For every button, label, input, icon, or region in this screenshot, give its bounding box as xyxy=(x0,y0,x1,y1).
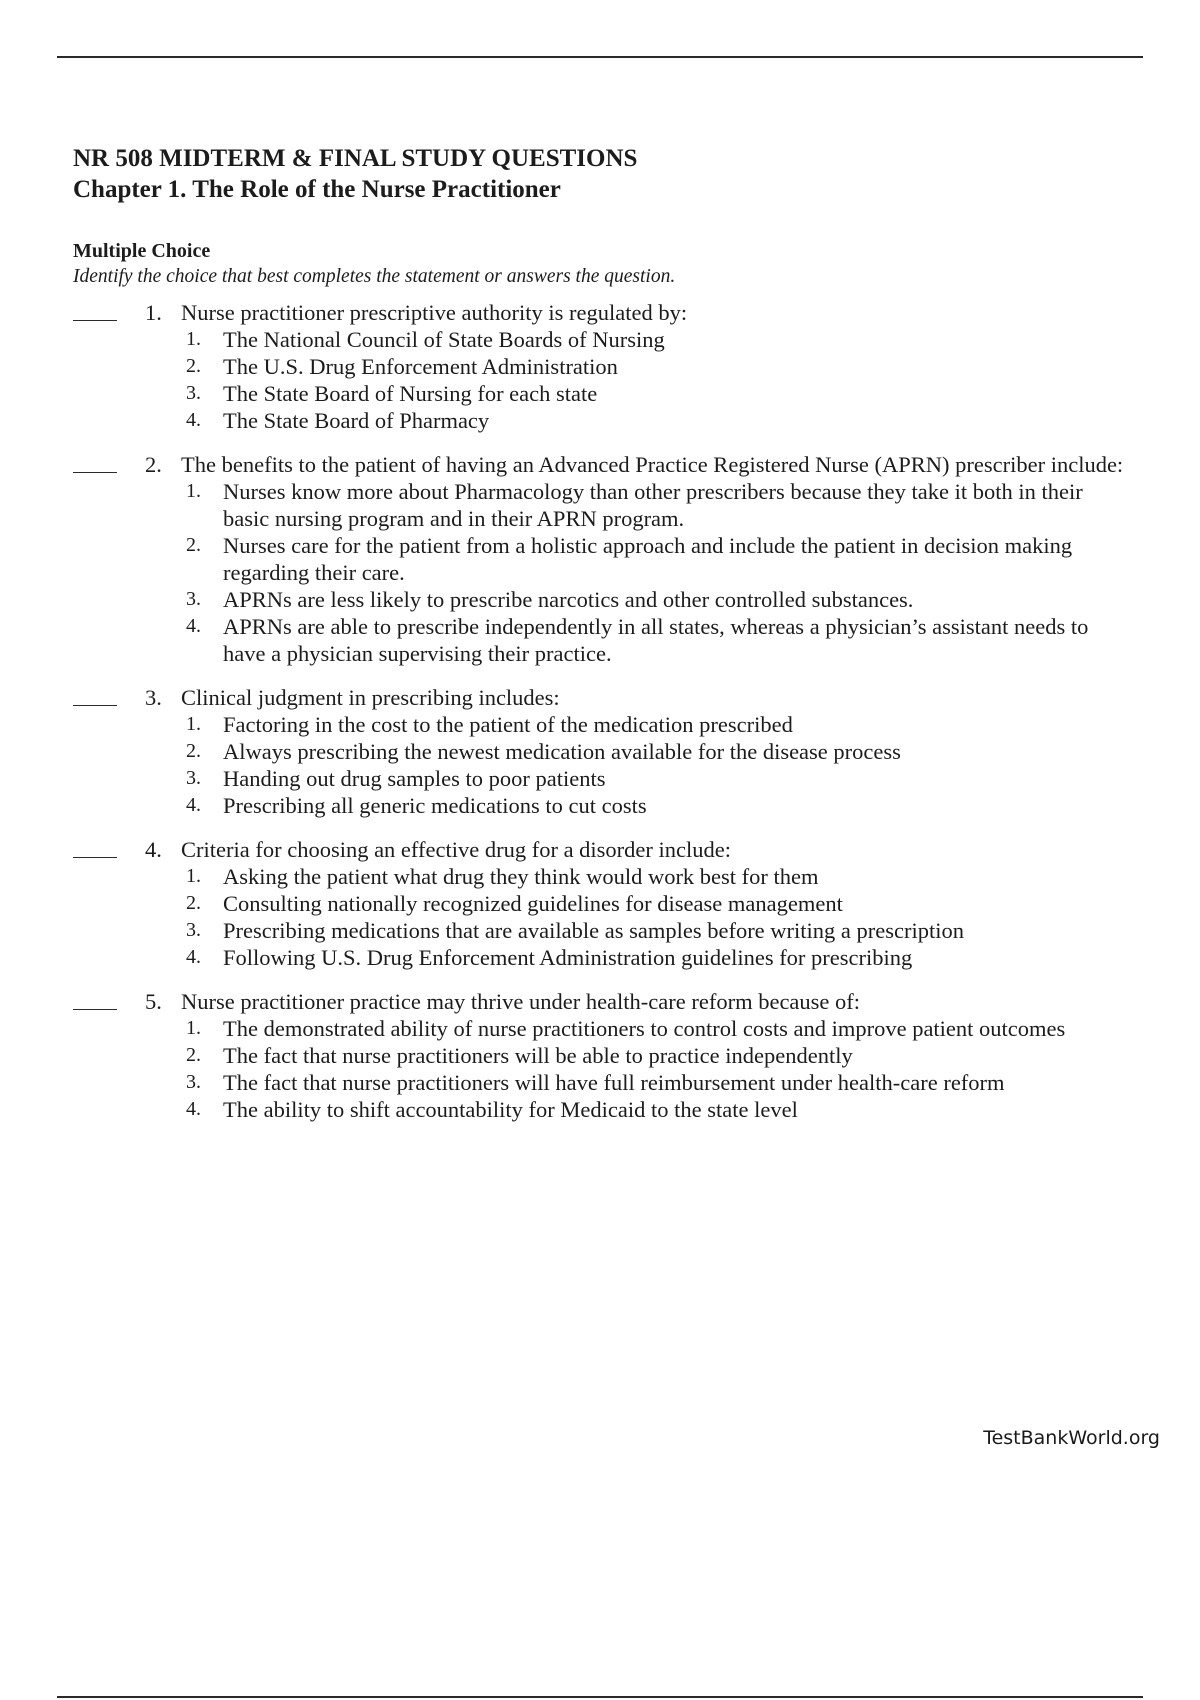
choice-text: Prescribing all generic medications to cut costs xyxy=(223,793,647,818)
choice-item xyxy=(186,613,1133,667)
section-title: Multiple Choice xyxy=(73,240,211,262)
instructions: Identify the choice that best completes the statement or answers the question. xyxy=(73,266,676,287)
question-stem: Clinical judgment in prescribing includes: xyxy=(181,685,560,710)
question-number: 1. xyxy=(145,300,162,325)
choice-number: 4. xyxy=(186,409,201,431)
title-line-1: NR 508 MIDTERM & FINAL STUDY QUESTIONS xyxy=(73,145,638,172)
choice-number: 3. xyxy=(186,767,201,789)
question-number: 3. xyxy=(145,685,162,710)
choice-number: 2. xyxy=(186,740,201,762)
choice-number: 4. xyxy=(186,794,201,816)
choice-number: 1. xyxy=(186,865,201,887)
choice-number: 1. xyxy=(186,713,201,735)
choice-number: 2. xyxy=(186,892,201,914)
choice-item xyxy=(186,532,1133,586)
choice-list xyxy=(181,1015,1133,1123)
title-line-2: Chapter 1. The Role of the Nurse Practitioner xyxy=(73,176,561,203)
question-4 xyxy=(73,836,1133,971)
question-number: 2. xyxy=(145,452,162,477)
question-stem: Nurse practitioner practice may thrive under health-care reform because of: xyxy=(181,989,861,1014)
question-list xyxy=(73,299,1133,1123)
choice-item xyxy=(186,1096,1133,1123)
choice-text: Asking the patient what drug they think would work best for them xyxy=(223,864,819,889)
choice-number: 3. xyxy=(186,588,201,610)
answer-blank-line xyxy=(73,1009,117,1010)
document-title xyxy=(73,143,1133,205)
choice-item xyxy=(186,863,1133,890)
choice-item xyxy=(186,326,1133,353)
choice-text: Prescribing medications that are available as samples before writing a prescription xyxy=(223,918,964,943)
choice-number: 3. xyxy=(186,919,201,941)
choice-item xyxy=(186,765,1133,792)
choice-list xyxy=(181,711,1133,819)
choice-item xyxy=(186,1042,1133,1069)
choice-item xyxy=(186,586,1133,613)
choice-list xyxy=(181,326,1133,434)
choice-number: 4. xyxy=(186,615,201,637)
choice-text: The State Board of Nursing for each state xyxy=(223,381,598,406)
answer-blank[interactable] xyxy=(73,299,117,326)
answer-blank[interactable] xyxy=(73,684,117,711)
choice-text: Following U.S. Drug Enforcement Administration guidelines for prescribing xyxy=(223,945,913,970)
choice-number: 4. xyxy=(186,946,201,968)
choice-item xyxy=(186,353,1133,380)
document-body xyxy=(73,143,1133,1140)
choice-text: The fact that nurse practitioners will have full reimbursement under health-care reform xyxy=(223,1070,1005,1095)
choice-number: 2. xyxy=(186,534,201,556)
question-2 xyxy=(73,451,1133,667)
choice-item xyxy=(186,917,1133,944)
choice-item xyxy=(186,380,1133,407)
choice-number: 4. xyxy=(186,1098,201,1120)
choice-text: APRNs are able to prescribe independently in all states, whereas a physician’s assistant needs to have a physician supervising their practice. xyxy=(223,614,1089,666)
choice-list xyxy=(181,863,1133,971)
answer-blank-line xyxy=(73,705,117,706)
choice-item xyxy=(186,478,1133,532)
footer-watermark: TestBankWorld.org xyxy=(983,1427,1160,1449)
choice-number: 3. xyxy=(186,1071,201,1093)
choice-text: Nurses care for the patient from a holistic approach and include the patient in decision making regarding their care. xyxy=(223,533,1073,585)
answer-blank-line xyxy=(73,857,117,858)
choice-number: 3. xyxy=(186,382,201,404)
choice-item xyxy=(186,1069,1133,1096)
question-stem: Nurse practitioner prescriptive authority is regulated by: xyxy=(181,300,688,325)
top-divider xyxy=(57,56,1143,58)
choice-list xyxy=(181,478,1133,667)
question-3 xyxy=(73,684,1133,819)
choice-item xyxy=(186,792,1133,819)
choice-text: The demonstrated ability of nurse practitioners to control costs and improve patient outcomes xyxy=(223,1016,1066,1041)
question-number: 5. xyxy=(145,989,162,1014)
answer-blank[interactable] xyxy=(73,988,117,1015)
choice-text: The National Council of State Boards of Nursing xyxy=(223,327,665,352)
question-stem: The benefits to the patient of having an Advanced Practice Registered Nurse (APRN) prescriber include: xyxy=(181,452,1124,477)
choice-item xyxy=(186,890,1133,917)
choice-text: The U.S. Drug Enforcement Administration xyxy=(223,354,618,379)
question-1 xyxy=(73,299,1133,434)
choice-item xyxy=(186,944,1133,971)
question-stem: Criteria for choosing an effective drug for a disorder include: xyxy=(181,837,732,862)
bottom-divider xyxy=(57,1696,1143,1698)
choice-text: Handing out drug samples to poor patients xyxy=(223,766,606,791)
question-number: 4. xyxy=(145,837,162,862)
choice-text: APRNs are less likely to prescribe narcotics and other controlled substances. xyxy=(223,587,914,612)
answer-blank-line xyxy=(73,320,117,321)
choice-number: 1. xyxy=(186,1017,201,1039)
choice-number: 2. xyxy=(186,1044,201,1066)
choice-number: 1. xyxy=(186,328,201,350)
choice-text: Factoring in the cost to the patient of the medication prescribed xyxy=(223,712,793,737)
choice-text: The State Board of Pharmacy xyxy=(223,408,490,433)
choice-item xyxy=(186,711,1133,738)
answer-blank[interactable] xyxy=(73,451,117,478)
answer-blank-line xyxy=(73,472,117,473)
choice-text: Nurses know more about Pharmacology than other prescribers because they take it both in their basic nursing program and in their APRN program. xyxy=(223,479,1083,531)
choice-item xyxy=(186,1015,1133,1042)
choice-number: 2. xyxy=(186,355,201,377)
choice-text: Consulting nationally recognized guidelines for disease management xyxy=(223,891,843,916)
choice-text: The fact that nurse practitioners will be able to practice independently xyxy=(223,1043,853,1068)
choice-item xyxy=(186,407,1133,434)
choice-number: 1. xyxy=(186,480,201,502)
question-5 xyxy=(73,988,1133,1123)
choice-text: Always prescribing the newest medication available for the disease process xyxy=(223,739,901,764)
answer-blank[interactable] xyxy=(73,836,117,863)
choice-text: The ability to shift accountability for Medicaid to the state level xyxy=(223,1097,798,1122)
choice-item xyxy=(186,738,1133,765)
